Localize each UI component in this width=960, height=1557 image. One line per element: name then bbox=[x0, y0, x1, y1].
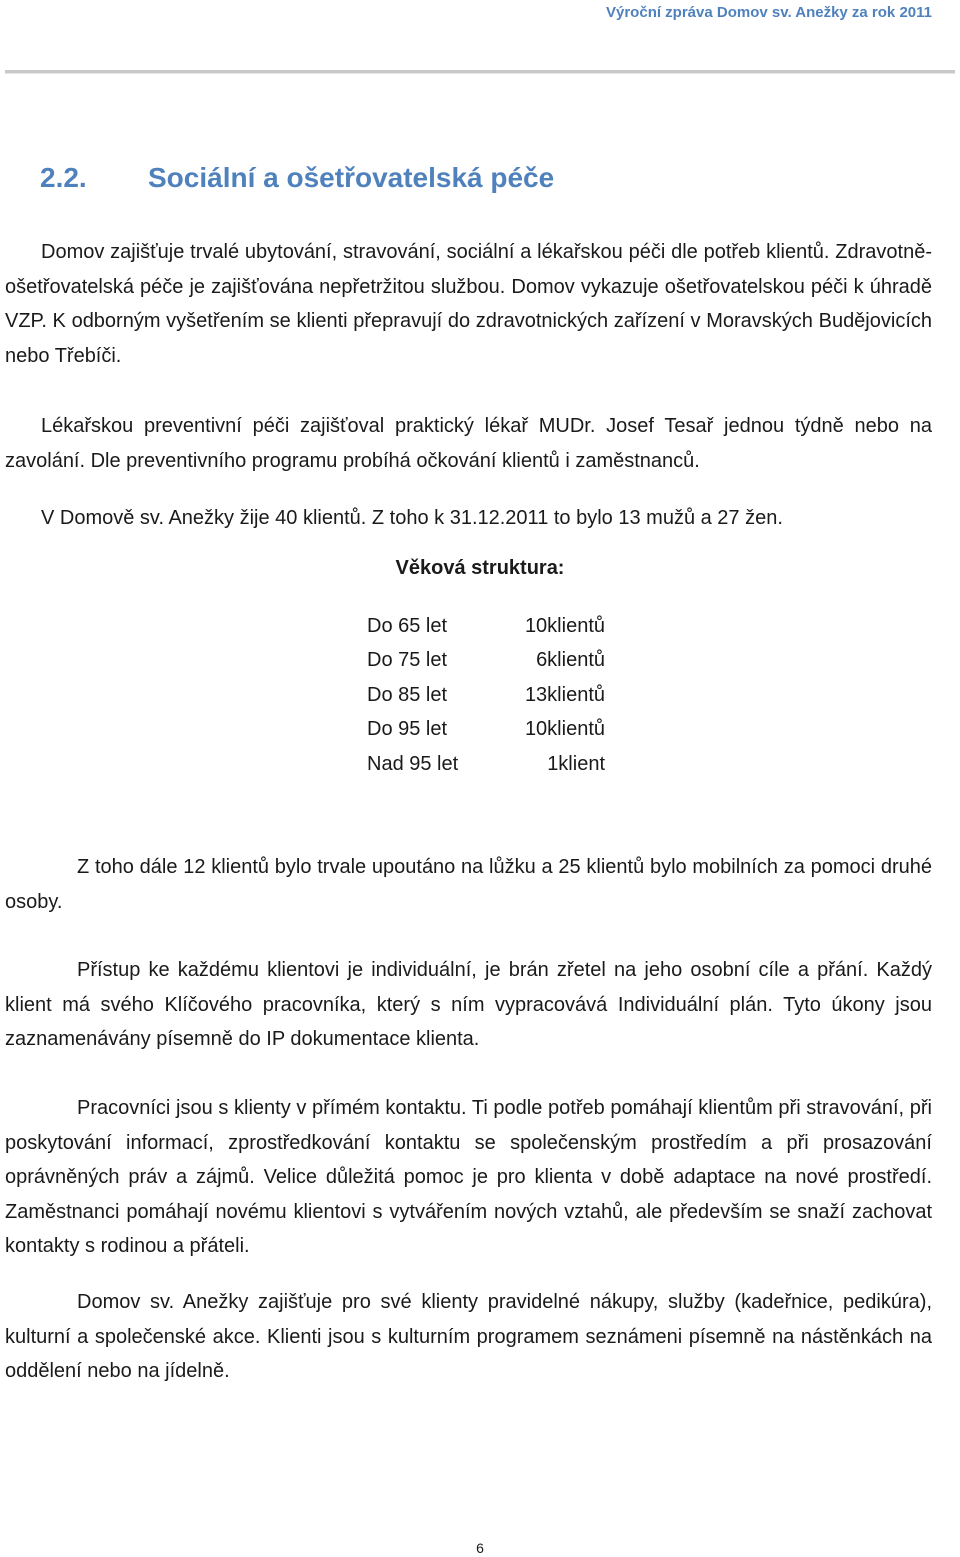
section-number: 2.2. bbox=[40, 162, 87, 193]
age-value: 10klientů bbox=[524, 614, 605, 637]
paragraph-preventive-care: Lékařskou preventivní péči zajišťoval praktický lékař MUDr. Josef Tesař jednou týdně nebo na zavolání. Dle preventivního programu probíhá očkování klientů i zaměstnanců. bbox=[5, 415, 932, 472]
paragraph-activities: Domov sv. Anežky zajišťuje pro své klienty pravidelné nákupy, služby (kadeřnice, pedikúra), kulturní a společenské akce. Klienti jsou s kulturním programem seznámeni písemně na nástěnkách na oddělení nebo na jídelně. bbox=[5, 1291, 932, 1383]
paragraph-care-overview: Domov zajišťuje trvalé ubytování, stravování, sociální a lékařskou péči dle potřeb klientů. Zdravotně-ošetřovatelská péče je zajišťována nepřetržitou službou. Domov vykazuje ošetřovatelskou péči k úhradě VZP. K odborným vyšetřením se klienti přepravují do zdravotnických zařízení v Moravských Budějovicích nebo Třebíči. bbox=[5, 241, 932, 367]
age-label: Do 65 let bbox=[367, 614, 448, 637]
age-row bbox=[367, 644, 605, 679]
age-value: 10klientů bbox=[524, 718, 605, 741]
age-row bbox=[367, 747, 605, 782]
header-divider bbox=[5, 70, 955, 74]
page-number: 6 bbox=[476, 1540, 484, 1556]
age-label: Do 95 let bbox=[367, 718, 448, 741]
age-label: Do 75 let bbox=[367, 649, 448, 672]
age-structure-table bbox=[367, 609, 605, 782]
age-value: 13klientů bbox=[524, 683, 605, 706]
age-row bbox=[367, 609, 605, 644]
age-value: 6klientů bbox=[536, 649, 605, 672]
report-header-title: Výroční zpráva Domov sv. Anežky za rok 2011 bbox=[606, 4, 932, 21]
paragraph-individual-approach: Přístup ke každému klientovi je individuální, je brán zřetel na jeho osobní cíle a přání. Každý klient má svého Klíčového pracovníka, který s ním vypracovává Individuální plán. Tyto úkony jsou zaznamenávány písemně do IP dokumentace klienta. bbox=[5, 959, 932, 1051]
age-row bbox=[367, 678, 605, 713]
section-heading bbox=[40, 162, 554, 194]
paragraph-staff-contact: Pracovníci jsou s klienty v přímém kontaktu. Ti podle potřeb pomáhají klientům při stravování, při poskytování informací, zprostředkování kontaktu se společenským prostředím a při prosazování oprávněných práv a zájmů. Velice důležitá pomoc je pro klienta v době adaptace na nové prostředí. Zaměstnanci pomáhají novému klientovi s vytvářením nových vztahů, ale především se snaží zachovat kontakty s rodinou a přáteli. bbox=[5, 1097, 932, 1258]
age-row bbox=[367, 713, 605, 748]
paragraph-mobility: Z toho dále 12 klientů bylo trvale upoutáno na lůžku a 25 klientů bylo mobilních za pomoci druhé osoby. bbox=[5, 856, 932, 913]
age-value: 1klient bbox=[547, 752, 605, 775]
paragraph-client-count: V Domově sv. Anežky žije 40 klientů. Z toho k 31.12.2011 to bylo 13 mužů a 27 žen. bbox=[41, 507, 783, 529]
age-structure-title: Věková struktura: bbox=[395, 557, 565, 579]
age-label: Do 85 let bbox=[367, 683, 448, 706]
section-title: Sociální a ošetřovatelská péče bbox=[148, 162, 555, 193]
age-label: Nad 95 let bbox=[367, 752, 459, 775]
